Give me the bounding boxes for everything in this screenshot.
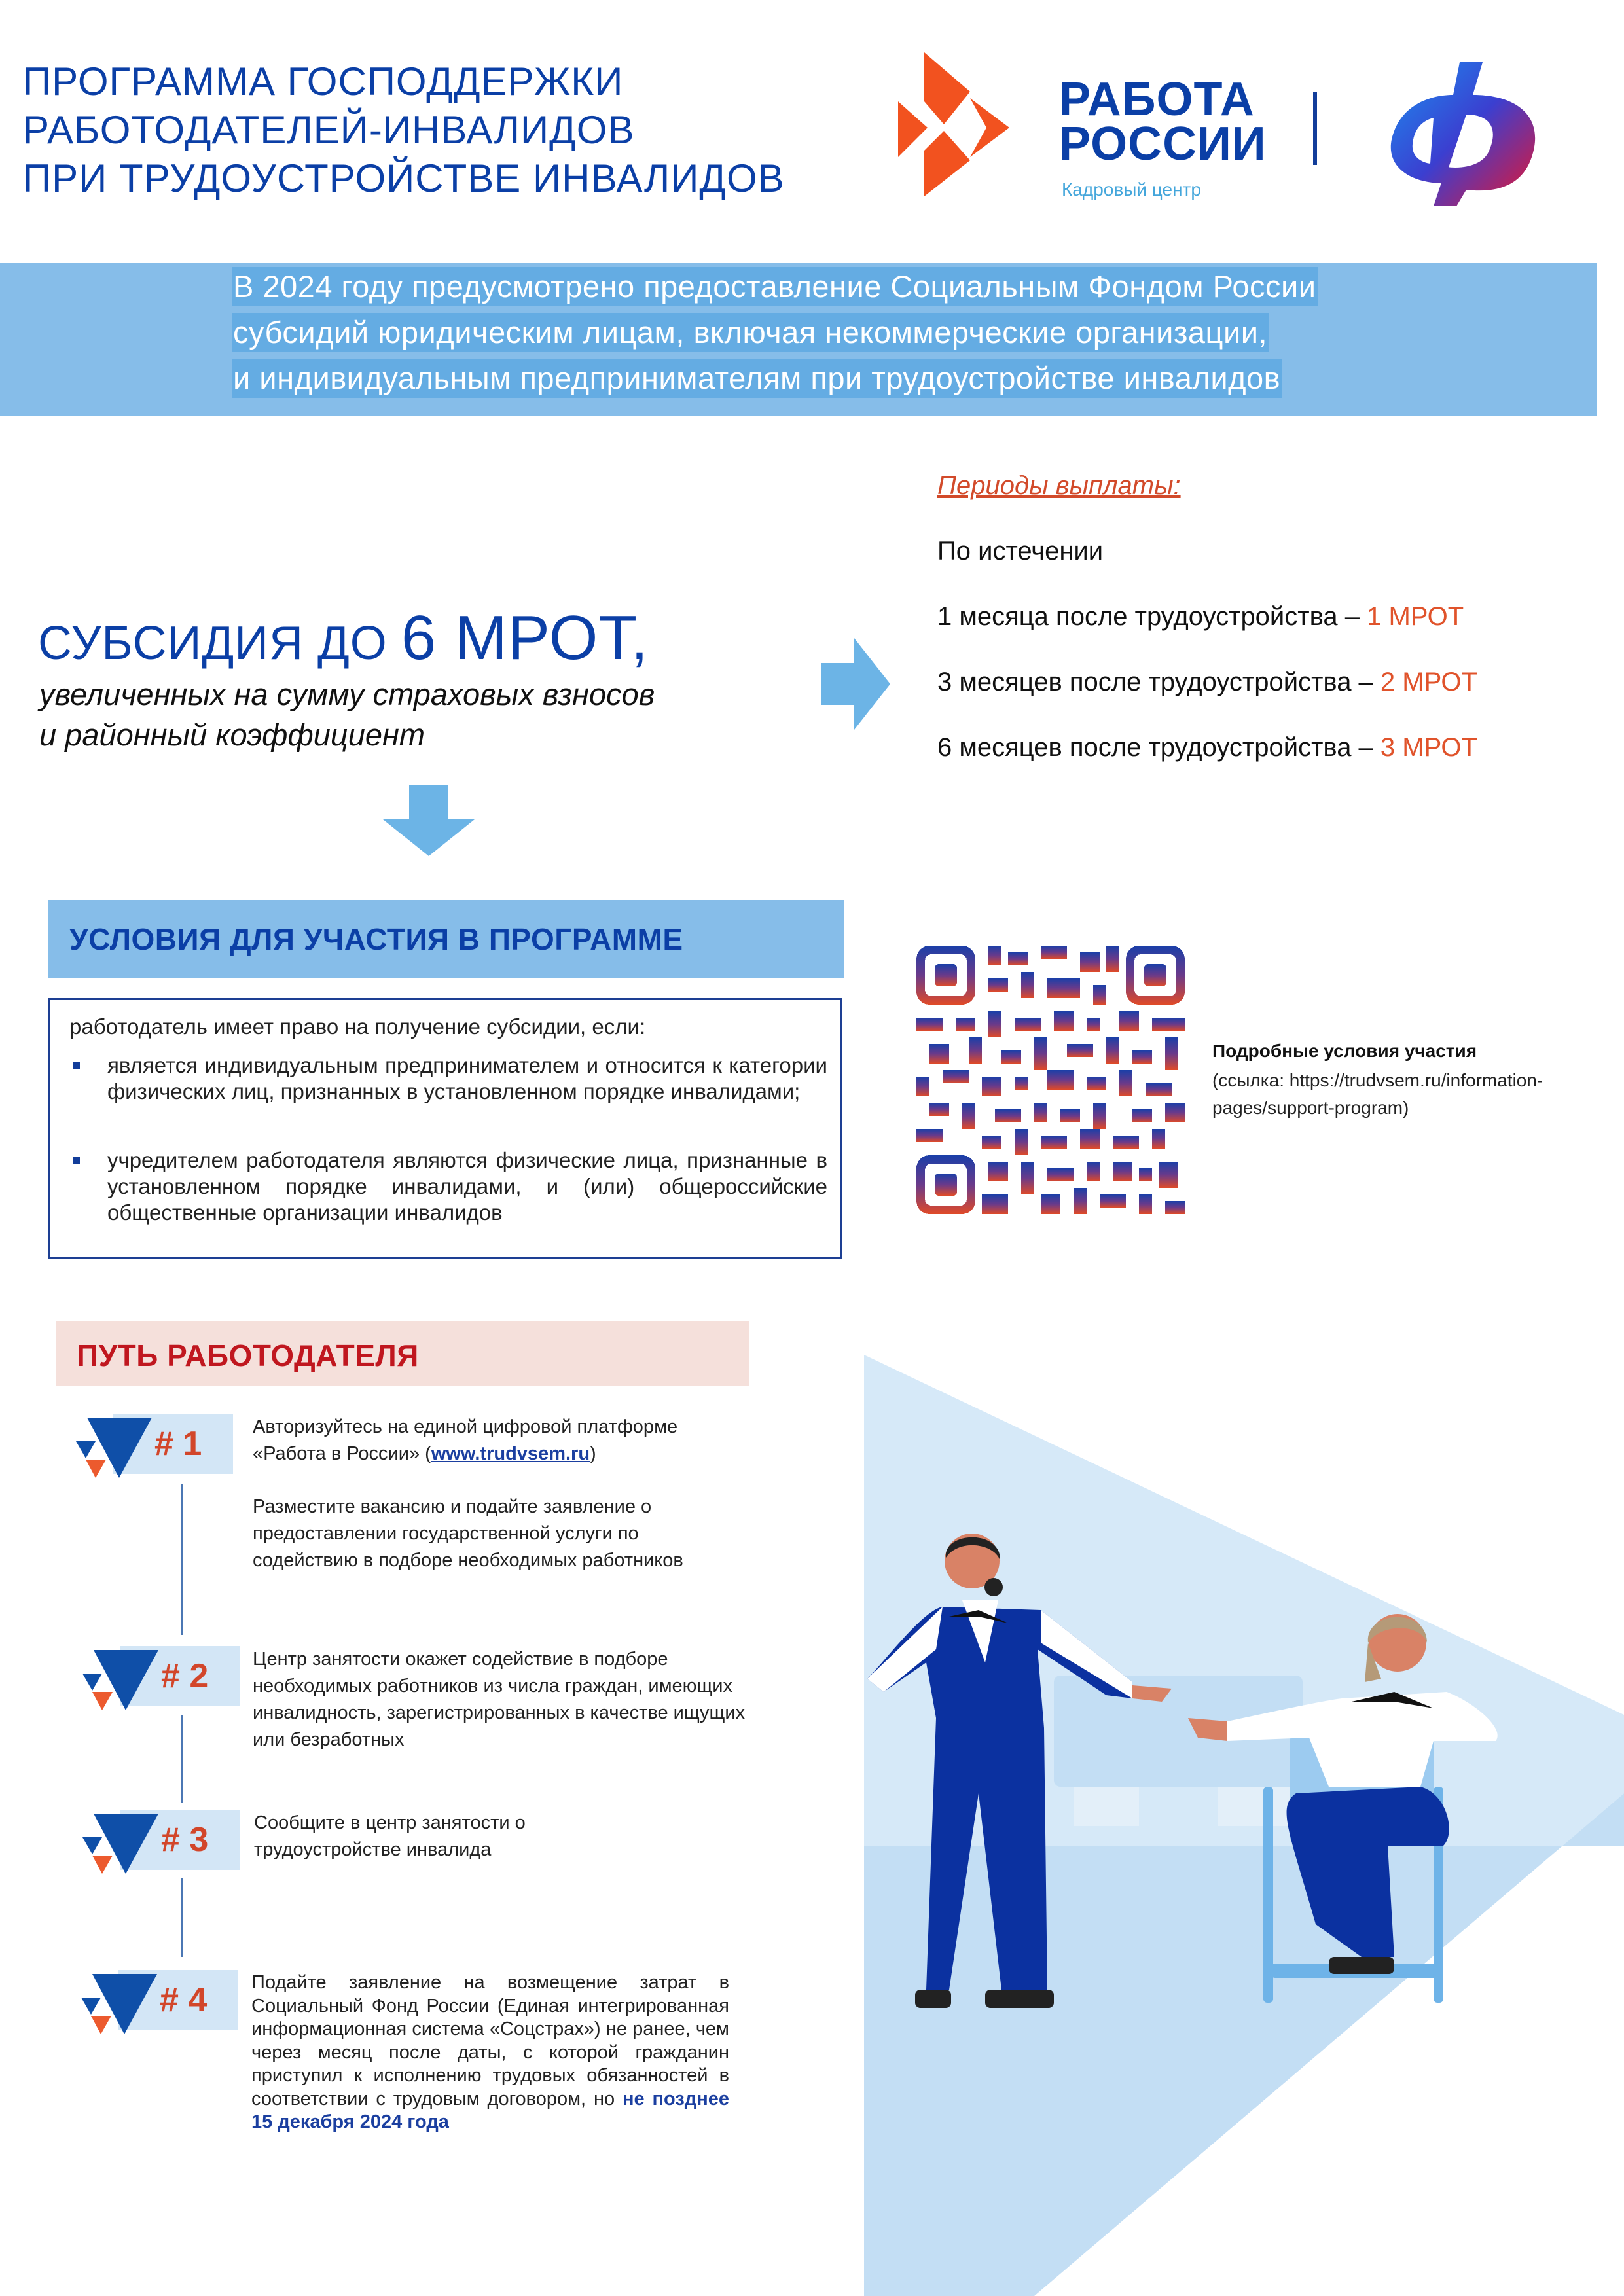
triangle-logo-icon — [82, 1650, 161, 1710]
triangle-logo-icon — [76, 1418, 154, 1478]
subsidy-amount: 6 МРОТ, — [401, 603, 649, 673]
logo-line-2: РОССИИ — [1059, 118, 1267, 170]
period-amount: 1 МРОТ — [1367, 602, 1464, 631]
periods-intro: По истечении — [937, 537, 1104, 565]
period-item — [937, 733, 1477, 762]
path-heading-text: ПУТЬ РАБОТОДАТЕЛЯ — [77, 1338, 419, 1372]
bullet-icon — [73, 1157, 80, 1164]
rabota-rossii-logo-icon — [898, 52, 1036, 196]
period-text: 3 месяцев после трудоустройства – — [937, 668, 1380, 696]
qr-title: Подробные условия участия — [1212, 1041, 1477, 1061]
subsidy-headline — [38, 602, 649, 674]
step-badge-3 — [82, 1810, 240, 1875]
step-number: # 1 — [154, 1425, 202, 1463]
arrow-down-icon — [383, 785, 475, 856]
illustration-employer-and-wheelchair-user — [844, 1335, 1624, 2296]
period-amount: 2 МРОТ — [1380, 668, 1477, 696]
step-4-text — [251, 1971, 729, 2134]
step-text-part: Подайте заявление на возмещение затрат в Социальный Фонд России (Единая интегрированная информационная система «Соцстрах») не ранее, чем через месяц после даты, с которой гражданин приступил к исполнению трудовых обязанностей в соответствии с трудовым договором, но — [251, 1972, 729, 2109]
subsidy-sub-line: и районный коэффициент — [39, 717, 425, 752]
logo-divider — [1313, 92, 1317, 165]
qr-link[interactable]: (ссылка: https://trudvsem.ru/information-pages/support-program) — [1212, 1070, 1543, 1118]
title-line-1: ПРОГРАММА ГОСПОДДЕРЖКИ — [23, 60, 624, 103]
intro-line: субсидий юридическим лицам, включая некоммерческие организации, — [232, 313, 1269, 352]
bullet-icon — [73, 1062, 80, 1069]
intro-line: и индивидуальным предпринимателям при трудоустройстве инвалидов — [232, 359, 1282, 398]
timeline-line — [181, 1878, 183, 1957]
qr-code-icon[interactable] — [916, 946, 1185, 1214]
deadline-text: не позднее 15 декабря 2024 года — [251, 2088, 729, 2132]
period-amount: 3 МРОТ — [1380, 733, 1477, 762]
page-title — [23, 58, 785, 203]
arrow-right-icon — [821, 638, 890, 730]
triangle-logo-icon — [81, 1974, 160, 2034]
logo-line-1: РАБОТА — [1059, 73, 1255, 126]
payment-periods — [937, 471, 1477, 762]
conditions-heading-text: УСЛОВИЯ ДЛЯ УЧАСТИЯ В ПРОГРАММЕ — [69, 922, 683, 956]
social-fund-logo-icon — [1368, 59, 1551, 209]
periods-title: Периоды выплаты: — [937, 471, 1181, 500]
conditions-box — [48, 998, 842, 1259]
condition-item — [107, 1052, 827, 1105]
subsidy-prefix: СУБСИДИЯ ДО — [38, 617, 401, 670]
step-3-text: Сообщите в центр занятости о трудоустройстве инвалида — [254, 1812, 526, 1860]
logo-subtitle: Кадровый центр — [1062, 179, 1201, 200]
rabota-rossii-wordmark — [1059, 73, 1267, 170]
subsidy-subtitle — [39, 674, 655, 755]
title-line-2: РАБОТОДАТЕЛЕЙ-ИНВАЛИДОВ — [23, 108, 635, 152]
period-text: 1 месяца после трудоустройства – — [937, 602, 1367, 631]
intro-line: В 2024 году предусмотрено предоставление Социальным Фондом России — [232, 267, 1318, 306]
period-item — [937, 668, 1477, 697]
condition-text: учредителем работодателя являются физические лица, признанные в установленном порядке инвалидами, и (или) общероссийские общественные организации инвалидов — [107, 1148, 827, 1225]
period-text: 6 месяцев после трудоустройства – — [937, 733, 1380, 762]
step-1-extra-text: Разместите вакансию и подайте заявление о предоставлении государственной услуги по содействию в подборе необходимых работников — [253, 1496, 683, 1571]
timeline-line — [181, 1715, 183, 1803]
intro-text — [232, 267, 1318, 404]
condition-text: является индивидуальным предпринимателем и относится к категории физических лиц, признанных в установленном порядке инвалидами; — [107, 1053, 827, 1103]
title-line-3: ПРИ ТРУДОУСТРОЙСТВЕ ИНВАЛИДОВ — [23, 156, 785, 200]
step-2-text: Центр занятости окажет содействие в подборе необходимых работников из числа граждан, имеющих инвалидность, зарегистрированных в качестве ищущих или безработных — [253, 1649, 746, 1750]
conditions-intro: работодатель имеет право на получение субсидии, если: — [69, 1014, 646, 1039]
step-number: # 3 — [161, 1821, 209, 1859]
condition-item — [107, 1147, 827, 1226]
timeline-line — [181, 1484, 183, 1635]
conditions-heading — [48, 900, 844, 978]
subsidy-sub-line: увеличенных на сумму страховых взносов — [39, 677, 655, 711]
step-1-text — [253, 1414, 750, 1467]
step-text-part: ) — [590, 1443, 596, 1464]
step-text-part: Авторизуйтесь на единой цифровой платформе «Работа в России» ( — [253, 1416, 678, 1464]
path-heading — [56, 1321, 749, 1386]
step-number: # 2 — [161, 1657, 209, 1695]
step-badge-1 — [76, 1414, 233, 1479]
step-number: # 4 — [160, 1981, 208, 2019]
triangle-logo-icon — [82, 1814, 161, 1874]
step-badge-2 — [82, 1646, 240, 1712]
period-item — [937, 602, 1464, 632]
trudvsem-link[interactable]: www.trudvsem.ru — [431, 1443, 590, 1464]
step-badge-4 — [81, 1970, 238, 2036]
